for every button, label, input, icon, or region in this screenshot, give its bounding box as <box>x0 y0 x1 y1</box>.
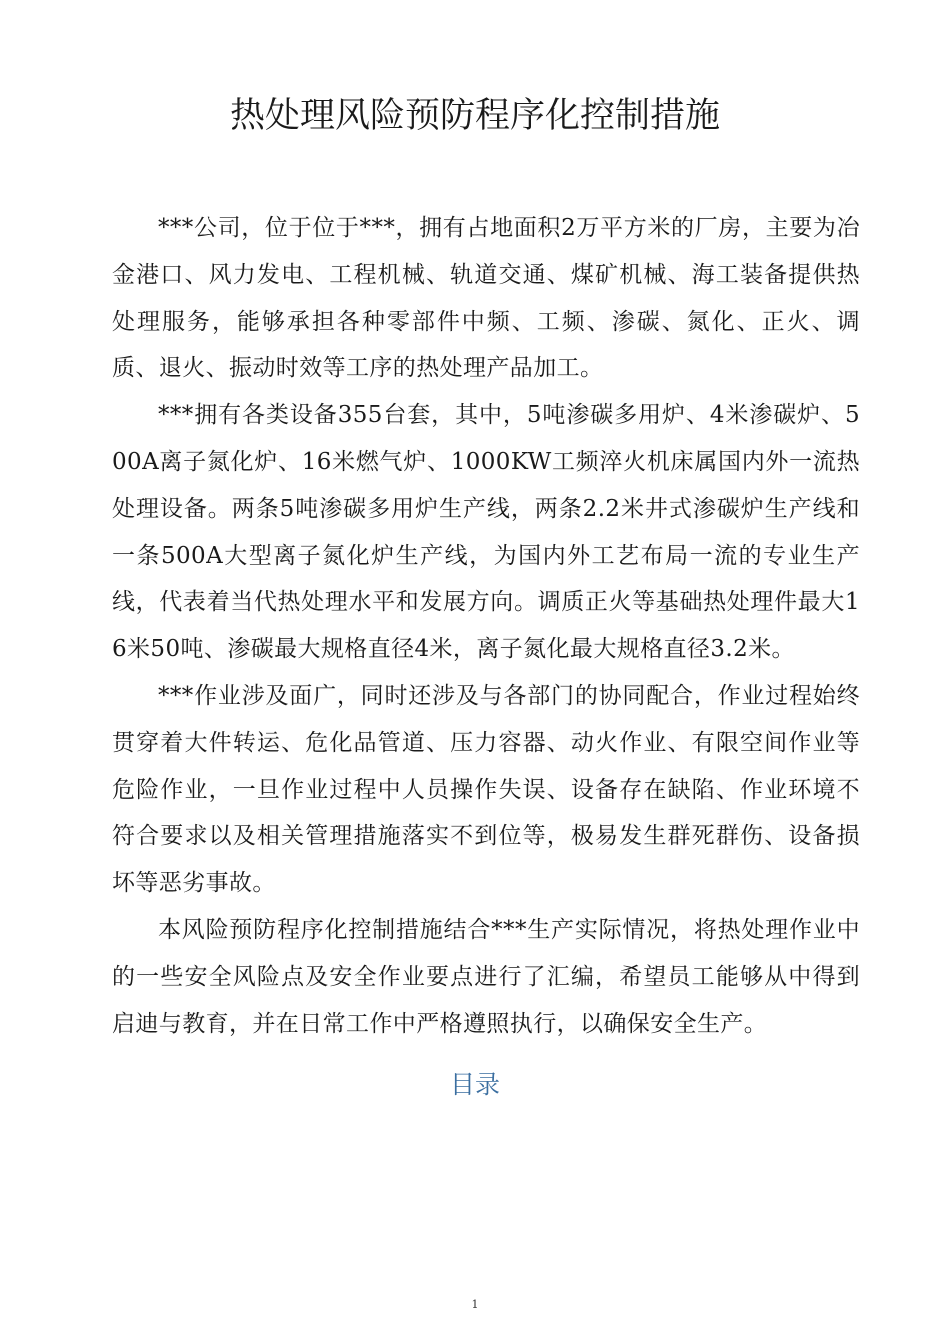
page-number: 1 <box>471 1298 479 1311</box>
body-paragraph-equipment: ***拥有各类设备355台套，其中，5吨渗碳多用炉、4米渗碳炉、500A离子氮化炉、16米燃气炉、1000KW工频淬火机床属国内外一流热处理设备。两条5吨渗碳多用炉生产线，两条2.2米井式渗碳炉生产线和一条500A大型离子氮化炉生产线，为国内外工艺布局一流的专业生产线，代表着当代热处理水平和发展方向。调质正火等基础热处理件最大16米50吨、渗碳最大规格直径4米，离子氮化最大规格直径3.2米。 <box>112 402 860 663</box>
body-paragraph-company-intro: ***公司，位于位于***，拥有占地面积2万平方米的厂房，主要为冶金港口、风力发电、工程机械、轨道交通、煤矿机械、海工装备提供热处理服务，能够承担各种零部件中频、工频、渗碳、氮化、正火、调质、退火、振动时效等工序的热处理产品加工。 <box>112 215 860 382</box>
body-paragraph-purpose: 本风险预防程序化控制措施结合***生产实际情况，将热处理作业中的一些安全风险点及安全作业要点进行了汇编，希望员工能够从中得到启迪与教育，并在日常工作中严格遵照执行，以确保安全生产。 <box>112 916 860 1037</box>
body-paragraph-risks: ***作业涉及面广，同时还涉及与各部门的协同配合，作业过程始终贯穿着大件转运、危化品管道、压力容器、动火作业、有限空间作业等危险作业，一旦作业过程中人员操作失误、设备存在缺陷、作业环境不符合要求以及相关管理措施落实不到位等，极易发生群死群伤、设备损坏等恶劣事故。 <box>112 682 860 897</box>
toc-heading[interactable]: 目录 <box>449 1070 500 1099</box>
document-body <box>112 205 860 1047</box>
document-title: 热处理风险预防程序化控制措施 <box>229 96 720 136</box>
